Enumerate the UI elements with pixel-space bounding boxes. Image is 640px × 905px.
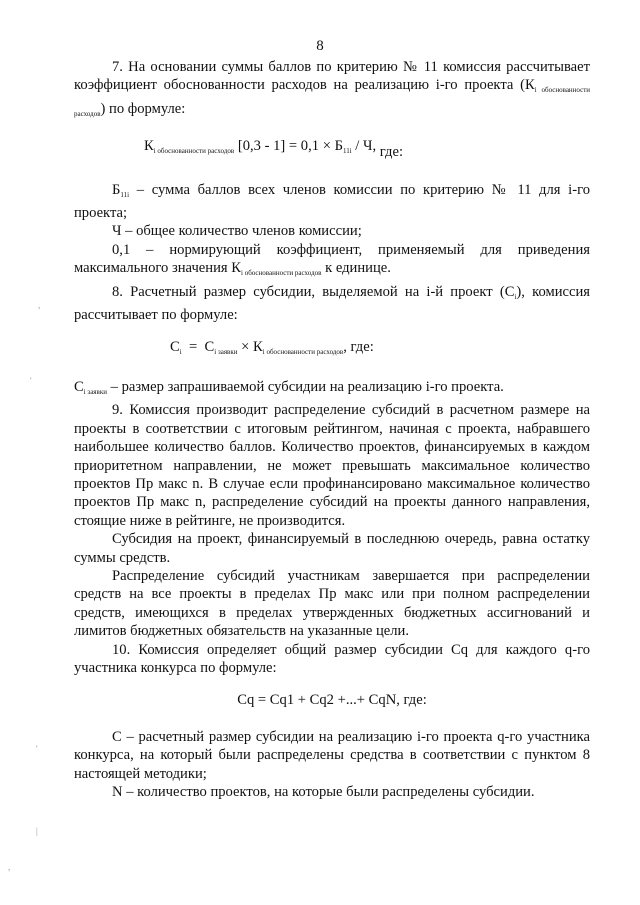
definition-b: $Б_{11i}$ – сумма баллов всех членов комиссии по критерию № 11 для i-го проекта; [74, 181, 590, 222]
formula-coefficient: $К_{i обоснованности расходов}$ $[0,3 - 1] = 0,1 \times Б_{11i} / Ч$, где: [144, 138, 404, 161]
scan-mark: , [38, 300, 41, 310]
paragraph-9c: Распределение субсидий участникам завершается при распределении средств на все проекты в пределах Пр макс или при полном распределении средств, имеющихся в пределах утвержденных бюджетных ассигнований и лимитов бюджетных обязательств на указанные цели. [74, 567, 590, 640]
definition-n: N – количество проектов, на которые были распределены субсидии. [112, 784, 535, 800]
scan-mark: ' [36, 744, 38, 754]
scan-mark: ' [30, 376, 32, 386]
page-number: 8 [316, 38, 324, 54]
definition-c: С – расчетный размер субсидии на реализацию i-го проекта q-го участника конкурса, на который были распределены средства в соответствии с пунктом 8 настоящей методики; [74, 728, 590, 782]
paragraph-7: 7. На основании суммы баллов по критерию № 11 комиссия рассчитывает коэффициент обоснованности расходов на реализацию i-го проекта $(К_{i обоснованности расходов})$ по формуле: [74, 59, 591, 118]
paragraph-9b: Субсидия на проект, финансируемый в последнюю очередь, равна остатку суммы средств. [74, 531, 590, 566]
paragraph-10: 10. Комиссия определяет общий размер субсидии Cq для каждого q-го участника конкурса по формуле: [74, 641, 590, 676]
scan-mark: , [8, 862, 11, 872]
paragraph-9: 9. Комиссия производит распределение субсидий в расчетном размере на проекты в соответствии с итоговым рейтингом, начиная с проекта, набравшего наибольшее количество баллов. Количество проектов, финансируемых в каждом приоритетном направлении, не может превышать максимальное количество проектов Пр макс n. В случае если профинансировано максимальное количество проектов Пр макс n, распределение субсидий на проекты данного направления, стоящие ниже в рейтинге, не производится. [74, 402, 590, 529]
formula-subsidy: $С_i = С_{i заявки} \times К_{i обоснованности расходов}$, где: [170, 339, 374, 357]
definition-ch: Ч – общее количество членов комиссии; [112, 223, 362, 240]
definition-coefficient: 0,1 – нормирующий коэффициент, применяемый для приведения максимального значения $К_{i обоснованности расходов}$ к единице. [74, 241, 590, 278]
document-body [74, 58, 590, 801]
scan-mark: | [36, 826, 38, 836]
paragraph-8: 8. Расчетный размер субсидии, выделяемой на i-й проект $(С_i)$, комиссия рассчитывает по формуле: [74, 283, 591, 324]
definition-requested-subsidy: $С_{i заявки}$ – размер запрашиваемой субсидии на реализацию i-го проекта. [74, 378, 504, 396]
formula-total: Cq = Cq1 + Cq2 +...+ CqN, где: [237, 692, 427, 709]
